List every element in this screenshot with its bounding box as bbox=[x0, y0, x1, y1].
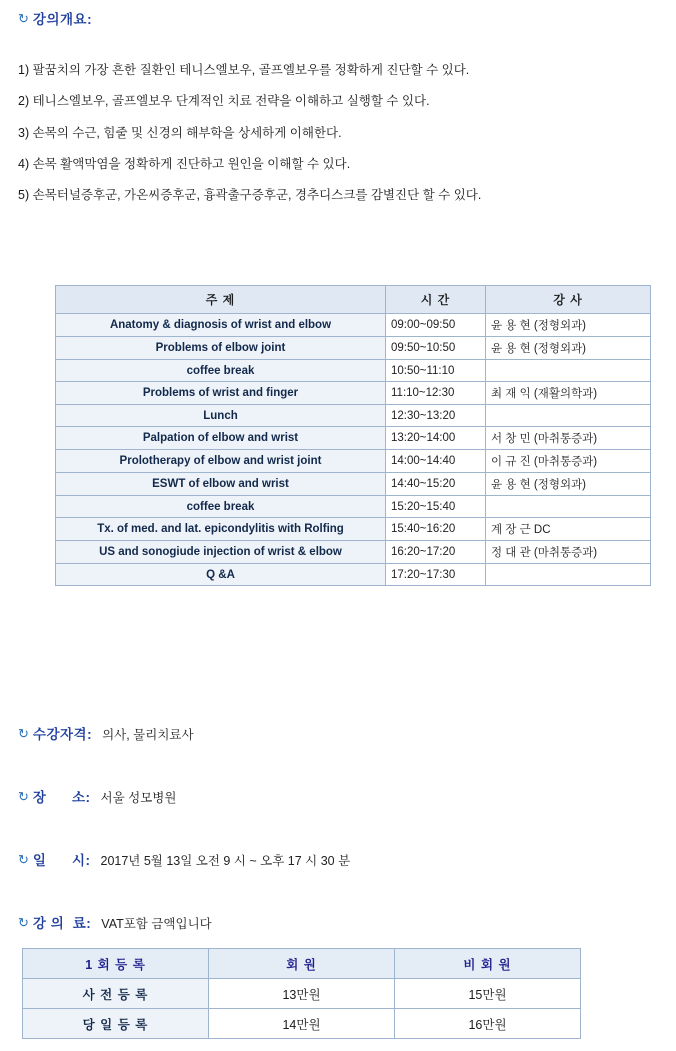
table-row bbox=[56, 450, 651, 473]
cell-time: 11:10~12:30 bbox=[386, 382, 486, 405]
cell-instructor: 계 장 근 DC bbox=[486, 518, 651, 541]
place-label: 장 소: bbox=[32, 790, 91, 805]
cell-instructor bbox=[486, 405, 651, 427]
column-header-member: 회 원 bbox=[209, 949, 395, 979]
cell-time: 13:20~14:00 bbox=[386, 427, 486, 450]
cell-instructor bbox=[486, 360, 651, 382]
cell-time: 14:40~15:20 bbox=[386, 473, 486, 496]
cell-topic: Q &A bbox=[56, 564, 386, 586]
cell-topic: coffee break bbox=[56, 496, 386, 518]
cell-topic: coffee break bbox=[56, 360, 386, 382]
fee-row bbox=[18, 912, 212, 932]
cell-topic: Tx. of med. and lat. epicondylitis with Rolfing bbox=[56, 518, 386, 541]
list-item: 2) 테니스엘보우, 골프엘보우 단계적인 치료 전략을 이해하고 실행할 수 있다. bbox=[18, 94, 430, 109]
cell-nonmember-fee: 16만원 bbox=[395, 1009, 581, 1039]
cell-time: 09:50~10:50 bbox=[386, 337, 486, 360]
table-row bbox=[56, 473, 651, 496]
cell-instructor: 최 재 익 (재활의학과) bbox=[486, 382, 651, 405]
cell-time: 16:20~17:20 bbox=[386, 541, 486, 564]
table-header-row bbox=[56, 286, 651, 314]
column-header-registration: 1 회 등 록 bbox=[23, 949, 209, 979]
fee-label: 강 의 료: bbox=[32, 916, 92, 931]
refresh-icon: ↻ bbox=[18, 789, 29, 804]
column-header-topic: 주 제 bbox=[56, 286, 386, 314]
cell-time: 15:20~15:40 bbox=[386, 496, 486, 518]
table-row bbox=[56, 360, 651, 382]
cell-instructor: 윤 용 현 (정형외과) bbox=[486, 314, 651, 337]
schedule-table-head bbox=[56, 286, 651, 314]
cell-topic: Problems of elbow joint bbox=[56, 337, 386, 360]
cell-topic: Problems of wrist and finger bbox=[56, 382, 386, 405]
table-row bbox=[23, 1009, 581, 1039]
cell-instructor bbox=[486, 496, 651, 518]
table-row bbox=[56, 427, 651, 450]
cell-time: 10:50~11:10 bbox=[386, 360, 486, 382]
table-row bbox=[23, 979, 581, 1009]
cell-registration-type: 당 일 등 록 bbox=[23, 1009, 209, 1039]
cell-topic: Anatomy & diagnosis of wrist and elbow bbox=[56, 314, 386, 337]
cell-instructor: 서 창 민 (마취통증과) bbox=[486, 427, 651, 450]
qualification-row bbox=[18, 723, 194, 743]
list-item: 3) 손목의 수근, 힘줄 및 신경의 해부학을 상세하게 이해한다. bbox=[18, 125, 342, 140]
schedule-table-container bbox=[55, 285, 651, 586]
schedule-table bbox=[55, 285, 651, 586]
table-header-row bbox=[23, 949, 581, 979]
cell-instructor: 윤 용 현 (정형외과) bbox=[486, 337, 651, 360]
column-header-instructor: 강 사 bbox=[486, 286, 651, 314]
cell-topic: ESWT of elbow and wrist bbox=[56, 473, 386, 496]
cell-time: 12:30~13:20 bbox=[386, 405, 486, 427]
schedule-table-body bbox=[56, 314, 651, 586]
place-row bbox=[18, 786, 176, 806]
qualification-value: 의사, 물리치료사 bbox=[102, 728, 194, 742]
cell-topic: Lunch bbox=[56, 405, 386, 427]
qualification-label: 수강자격: bbox=[32, 727, 93, 742]
lecture-overview-label: 강의개요: bbox=[32, 12, 93, 27]
fee-table-container bbox=[22, 948, 581, 1039]
refresh-icon: ↻ bbox=[18, 852, 29, 867]
table-row bbox=[56, 314, 651, 337]
cell-time: 14:00~14:40 bbox=[386, 450, 486, 473]
column-header-nonmember: 비 회 원 bbox=[395, 949, 581, 979]
objectives-list bbox=[18, 62, 658, 218]
table-row bbox=[56, 382, 651, 405]
table-row bbox=[56, 518, 651, 541]
list-item: 5) 손목터널증후군, 가온씨증후군, 흉곽출구증후군, 경추디스크를 감별진단 할 수 있다. bbox=[18, 188, 482, 202]
cell-time: 17:20~17:30 bbox=[386, 564, 486, 586]
column-header-time: 시 간 bbox=[386, 286, 486, 314]
date-label: 일 시: bbox=[32, 853, 91, 868]
cell-instructor: 정 대 관 (마취통증과) bbox=[486, 541, 651, 564]
refresh-icon: ↻ bbox=[18, 11, 29, 26]
fee-table bbox=[22, 948, 581, 1039]
table-row bbox=[56, 564, 651, 586]
cell-time: 15:40~16:20 bbox=[386, 518, 486, 541]
cell-topic: Prolotherapy of elbow and wrist joint bbox=[56, 450, 386, 473]
table-row bbox=[56, 541, 651, 564]
cell-time: 09:00~09:50 bbox=[386, 314, 486, 337]
fee-table-head bbox=[23, 949, 581, 979]
cell-registration-type: 사 전 등 록 bbox=[23, 979, 209, 1009]
lecture-overview-heading bbox=[18, 8, 92, 28]
table-row bbox=[56, 405, 651, 427]
place-value: 서울 성모병원 bbox=[100, 791, 177, 805]
cell-instructor: 윤 용 현 (정형외과) bbox=[486, 473, 651, 496]
refresh-icon: ↻ bbox=[18, 915, 29, 930]
date-value: 2017년 5월 13일 오전 9 시 ~ 오후 17 시 30 분 bbox=[100, 854, 351, 868]
fee-value: VAT포함 금액입니다 bbox=[101, 917, 212, 931]
date-row bbox=[18, 849, 350, 869]
list-item: 4) 손목 활액막염을 정확하게 진단하고 원인을 이해할 수 있다. bbox=[18, 156, 351, 171]
cell-nonmember-fee: 15만원 bbox=[395, 979, 581, 1009]
table-row bbox=[56, 496, 651, 518]
cell-member-fee: 13만원 bbox=[209, 979, 395, 1009]
cell-topic: US and sonogiude injection of wrist & elbow bbox=[56, 541, 386, 564]
table-row bbox=[56, 337, 651, 360]
fee-table-body bbox=[23, 979, 581, 1039]
cell-member-fee: 14만원 bbox=[209, 1009, 395, 1039]
cell-topic: Palpation of elbow and wrist bbox=[56, 427, 386, 450]
cell-instructor bbox=[486, 564, 651, 586]
refresh-icon: ↻ bbox=[18, 726, 29, 741]
cell-instructor: 이 규 진 (마취통증과) bbox=[486, 450, 651, 473]
list-item: 1) 팔꿈치의 가장 흔한 질환인 테니스엘보우, 골프엘보우를 정확하게 진단할 수 있다. bbox=[18, 63, 470, 77]
